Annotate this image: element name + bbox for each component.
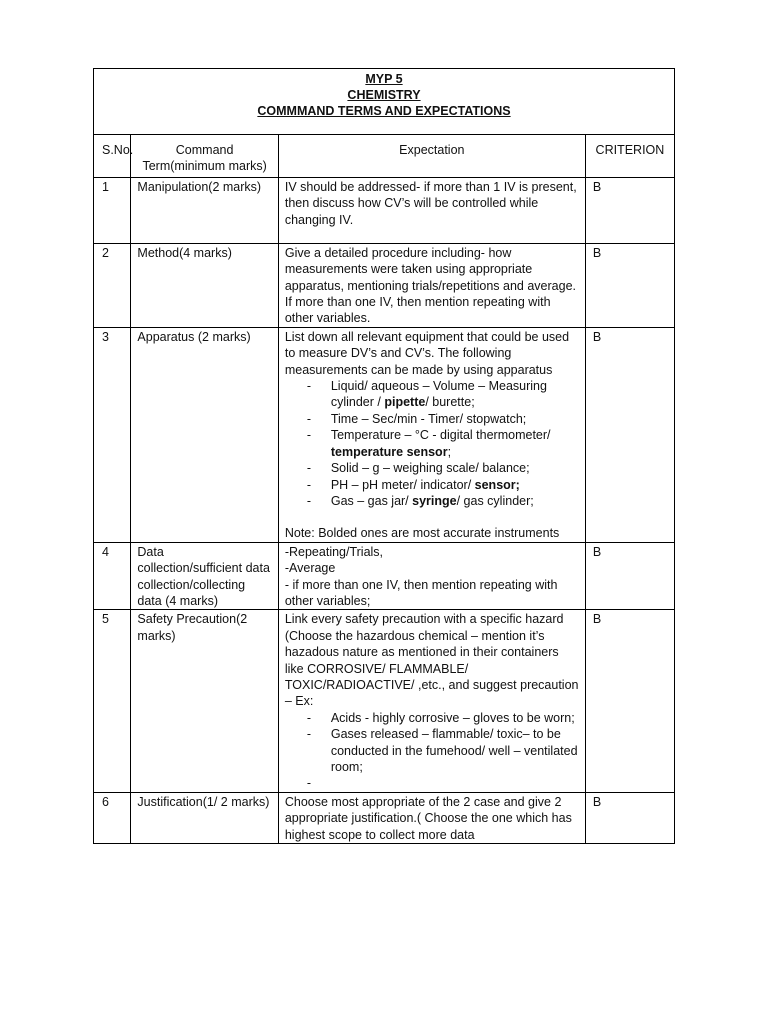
item-text: PH – pH meter/ indicator/ [330, 477, 475, 492]
list-item [331, 378, 579, 411]
row-term: Safety Precaution(2 marks) [131, 610, 278, 792]
row-expectation [278, 327, 585, 542]
row-term: Apparatus (2 marks) [131, 327, 278, 542]
table-row [94, 542, 675, 610]
table-row [94, 243, 675, 327]
table-row [94, 610, 675, 792]
title-line-2: CHEMISTRY [347, 88, 421, 102]
item-text: / burette; [425, 395, 475, 410]
table-row [94, 177, 675, 243]
item-bold-text: syringe [412, 493, 457, 508]
command-terms-table [93, 68, 675, 844]
row-criterion: B [585, 542, 674, 610]
list-item: - Acids - highly corrosive – gloves to be worn; [331, 710, 579, 726]
header-term: Command Term(minimum marks) [131, 135, 278, 178]
row-term: Data collection/sufficient data collection/collecting data (4 marks) [131, 542, 278, 610]
list-item: - Gases released – flammable/ toxic– to be conducted in the fumehood/ well – ventilated room; [331, 726, 579, 775]
row-term: Manipulation(2 marks) [131, 177, 278, 243]
item-text: Liquid/ aqueous – Volume – Measuring cylinder / [330, 379, 547, 410]
item-text: ; [447, 444, 452, 459]
row-criterion: B [585, 610, 674, 792]
row-expectation: Give a detailed procedure including- how measurements were taken using appropriate apparatus, mentioning trials/repetitions and average. If more than one IV, then mention repeating with other variables. [278, 243, 585, 327]
row-criterion: B [585, 327, 674, 542]
title-row [94, 69, 675, 135]
row-sno: 2 [94, 243, 131, 327]
row-sno: 1 [94, 177, 131, 243]
row-criterion: B [585, 792, 674, 843]
title-line-1: MYP 5 [365, 72, 403, 86]
item-text: Gas – gas jar/ [330, 493, 413, 508]
row-expectation [278, 542, 585, 610]
apparatus-intro: List down all relevant equipment that could be used to measure DV’s and CV’s. The following measurements can be made by using apparatus [284, 329, 570, 377]
list-item [331, 427, 579, 460]
header-row [94, 135, 675, 178]
data-line: -Average [284, 561, 336, 576]
row-expectation: Choose most appropriate of the 2 case and give 2 appropriate justification.( Choose the one which has highest scope to collect more data [278, 792, 585, 843]
row-expectation: IV should be addressed- if more than 1 IV is present, then discuss how CV’s will be controlled while changing IV. [278, 177, 585, 243]
row-expectation [278, 610, 585, 792]
row-sno: 5 [94, 610, 131, 792]
data-line: - if more than one IV, then mention repeating with other variables; [284, 577, 558, 608]
list-item [331, 775, 579, 791]
apparatus-note: Note: Bolded ones are most accurate instruments [284, 526, 560, 541]
document-page [93, 68, 675, 844]
data-line: -Repeating/Trials, [284, 544, 384, 559]
row-criterion: B [585, 243, 674, 327]
list-item [331, 493, 579, 509]
apparatus-list [285, 378, 579, 509]
header-sno: S.No. [94, 135, 131, 178]
safety-list [285, 710, 579, 792]
item-text: / gas cylinder; [456, 493, 534, 508]
item-text: Solid – g – weighing scale/ balance; [330, 461, 530, 476]
header-expectation: Expectation [278, 135, 585, 178]
item-bold-text: sensor; [474, 477, 520, 492]
item-text: Time – Sec/min - Timer/ stopwatch; [330, 411, 527, 426]
safety-example-label: – Ex: [284, 694, 314, 709]
table-row [94, 792, 675, 843]
row-sno: 6 [94, 792, 131, 843]
list-item [331, 477, 579, 493]
safety-intro: Link every safety precaution with a specific hazard (Choose the hazardous chemical – mention it’s hazadous nature as mentioned in their containers like CORROSIVE/ FLAMMABLE/ TOXIC/RADIOACTIVE/ ,etc., and suggest precaution [284, 612, 579, 692]
item-bold-text: temperature sensor [330, 444, 448, 459]
title-line-3: COMMMAND TERMS AND EXPECTATIONS [257, 104, 511, 118]
item-bold-text: pipette [384, 395, 426, 410]
row-sno: 3 [94, 327, 131, 542]
row-term: Method(4 marks) [131, 243, 278, 327]
list-item [331, 460, 579, 476]
list-item [331, 411, 579, 427]
item-text: Temperature – °C - digital thermometer/ [330, 428, 551, 443]
row-term: Justification(1/ 2 marks) [131, 792, 278, 843]
row-sno: 4 [94, 542, 131, 610]
title-cell [94, 69, 675, 135]
row-criterion: B [585, 177, 674, 243]
header-criterion: CRITERION [585, 135, 674, 178]
table-row [94, 327, 675, 542]
